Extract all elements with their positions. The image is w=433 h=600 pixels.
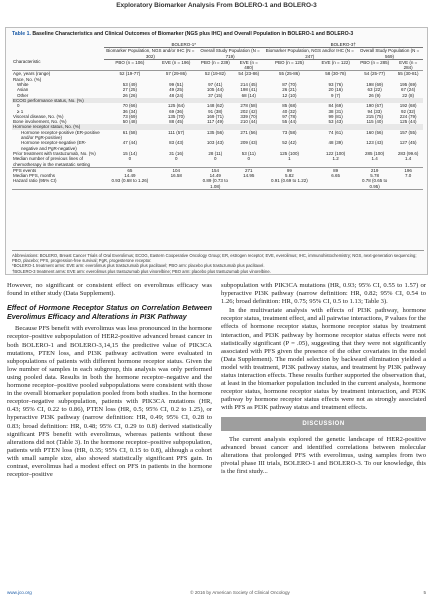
table-cell: 135 (70) — [167, 113, 185, 119]
table-cell: 49 (25) — [169, 87, 184, 93]
table-cell: 26 (9) — [368, 92, 381, 98]
table-cell: 285 (100) — [365, 150, 385, 156]
table-cell: 1.2 — [332, 156, 339, 162]
table-cell: 84 (69) — [328, 103, 343, 109]
table-cell: 123 (43) — [366, 140, 384, 146]
table-cell: 271 — [234, 167, 264, 173]
row-label: Hormone receptor-negative (ER-negative and PgR-negative) — [21, 140, 87, 151]
arm-header: EVE (n = 480) — [239, 59, 258, 71]
discussion-heading: DISCUSSION — [221, 417, 426, 431]
table-cell: 37 (15) — [208, 92, 223, 98]
table-cell: 0.78 (0.65 to 0.95) — [356, 178, 393, 189]
table-cell: 36 (34) — [122, 108, 137, 114]
table-cell: 202 (42) — [240, 108, 258, 114]
row-label: Asian — [17, 87, 29, 93]
table-cell: 27 (25) — [122, 87, 137, 93]
table-cell: 154 — [197, 167, 234, 173]
left-column — [7, 282, 212, 480]
table-cell: 48 (24) — [169, 92, 184, 98]
table-cell: 5.82 — [285, 173, 294, 179]
table-cell: 219 — [356, 167, 393, 173]
table-cell: 83 (43) — [169, 140, 184, 146]
table-cell: 198 (41) — [240, 87, 258, 93]
table-cell: 190 (67) — [366, 103, 384, 109]
table-cell: 63 (22) — [367, 87, 382, 93]
table-cell: 65 — [104, 167, 156, 173]
row-label: Bone involvement, No. (%) — [13, 119, 67, 125]
characteristic-header: Characteristic — [13, 59, 41, 65]
study-header-bolero1: BOLERO-1* — [104, 42, 264, 48]
table-cell: 14.49 — [209, 173, 221, 179]
table-cell: 125 (44) — [399, 119, 417, 125]
right-column — [221, 282, 426, 477]
row-label: 0 — [17, 103, 20, 109]
table-row — [12, 178, 423, 189]
table-cell: 117 (49) — [207, 119, 224, 125]
row-label: Race, No. (%) — [13, 76, 42, 82]
table-cell: 88 (45) — [169, 119, 184, 125]
table-cell: 214 (45) — [240, 82, 258, 88]
table-cell: 55 (25-86) — [264, 71, 316, 77]
table-cell: 14.49 — [124, 173, 136, 179]
table-cell: 99 (81) — [328, 113, 343, 119]
table-cell: 215 (75) — [366, 113, 384, 119]
table-cell: 87 (70) — [282, 82, 297, 88]
table-cell: 224 (79) — [399, 113, 417, 119]
table-cell: 73 (69) — [122, 113, 137, 119]
table-cell: 0.93 (0.68 to 1.26) — [104, 178, 156, 189]
table-cell: 210 (44) — [240, 119, 258, 125]
table-cell: 55 (30-81) — [393, 71, 423, 77]
table-cell: 58 (30-78) — [315, 71, 356, 77]
table-cell: 55 (44) — [282, 119, 297, 125]
arm-header: EVE (n = 284) — [399, 59, 418, 71]
group-header: Overall Study Population (N = 569) — [356, 48, 423, 60]
footnote-bolero1: *BOLERO-1 treatment arms: EVE arm: everolimus plus trastuzumab plus paclitaxel; PBO arm: placebo plus trastuzumab plus paclitaxel. — [12, 263, 265, 269]
arm-header: EVE (n = 122) — [321, 59, 350, 65]
table-cell — [234, 178, 264, 189]
table-cell: 54 (23-86) — [234, 71, 264, 77]
table-cell: 283 (99.6) — [397, 150, 419, 156]
table-cell: 93 (76) — [328, 82, 343, 88]
table-cell: 52 (19-77) — [104, 71, 156, 77]
table-cell: 28 (11) — [208, 150, 223, 156]
table-cell: 0.91 (0.69 to 1.22) — [264, 178, 316, 189]
baseline-table — [12, 42, 423, 190]
table-cell: 125 (64) — [167, 103, 185, 109]
row-label: PFS events — [12, 167, 104, 173]
table-cell: 135 (56) — [206, 129, 224, 135]
table-cell: 339 (70) — [240, 113, 258, 119]
table-cell: 198 (69) — [366, 82, 384, 88]
row-label: Other — [17, 92, 29, 98]
table-cell: 0 — [174, 156, 178, 162]
table-cell: 38 (31) — [328, 108, 343, 114]
table-cell: 103 (43) — [206, 140, 224, 146]
group-header: Biomarker Population, NGS and/or IHC (N = 247) — [264, 48, 356, 60]
copyright: © 2016 by American Society of Clinical Oncology — [190, 590, 290, 595]
table-label: Table 1. — [12, 31, 31, 37]
table-cell: 92 (32) — [401, 108, 416, 114]
table-cell: 278 (58) — [240, 103, 258, 109]
table-cell: 26 (21) — [282, 87, 297, 93]
footnote-bolero3: †BOLERO-3 treatment arms: EVE arm: everolimus plus trastuzumab plus vinorelbine; PBO arm: placebo plus trastuzumab plus vinorelbine. — [12, 268, 271, 274]
table-cell: 89 — [315, 167, 356, 173]
table-cell: 1.4 — [371, 156, 378, 162]
table-cell: 127 (45) — [399, 140, 417, 146]
table-cell: 104 — [156, 167, 197, 173]
table-cell: 14.95 — [243, 173, 255, 179]
table-cell: 1 — [288, 156, 291, 162]
table-cell: 97 (41) — [208, 82, 223, 88]
arm-header: PBO (n = 285) — [360, 59, 390, 65]
table-cell: 48 (39) — [328, 140, 343, 146]
table-cell: 52 (42) — [282, 140, 297, 146]
journal-url-link[interactable]: www.jco.org — [7, 590, 32, 595]
table-cell: 16.58 — [170, 173, 182, 179]
table-cell: 111 (57) — [168, 129, 185, 135]
table-cell: 99 — [264, 167, 316, 173]
table-cell: 67 (24) — [401, 87, 416, 93]
table-cell: 73 (58) — [282, 129, 297, 135]
table-cell: 271 (56) — [240, 129, 258, 135]
table-cell: 12 (10) — [282, 92, 297, 98]
row-label: Median number of previous lines of chemotherapy in the metastatic setting — [13, 156, 91, 167]
table-title-text: Baseline Characteristics and Clinical Outcomes of Biomarker (NGS plus IHC) and Overall Population in BOLERO-1 and BOLERO-3 — [32, 31, 354, 37]
page-number: 5 — [423, 590, 426, 595]
table-cell: 68 (14) — [241, 92, 256, 98]
group-header: Overall Study Population (N = 719) — [197, 48, 264, 60]
table-cell: 53 (49) — [122, 82, 137, 88]
arm-header: PBO (n = 125) — [274, 59, 304, 65]
row-label: Hormone receptor-positive (ER-positive and/or PgR-positive) — [21, 129, 100, 141]
table-footnotes — [12, 250, 424, 274]
table-cell: 74 (61) — [328, 129, 343, 135]
table-cell: 115 (40) — [366, 119, 383, 125]
table-cell: 47 (44) — [122, 140, 137, 146]
table-cell: 195 (69) — [399, 82, 417, 88]
table-cell: 26 (26) — [122, 92, 137, 98]
body-paragraph: Because PFS benefit with everolimus was less pronounced in the hormone receptor–positive subpopulation of HER2-positive advanced breast cancer in both BOLERO-1 and BOLERO-3,14,15 the predictive value of PIK3CA mutations, PTEN loss, and PI3K pathway activation were evaluated in subpopulations of patients with different hormone receptor status. Given the low number of samples in each subgroup, this analysis was only performed using pooled data. Results in both the hormone receptor–negative and the hormone receptor–positive pooled subpopulations were consistent with those in the overall biomarker population pooled from both studies. In the hormone receptor–negative subpopulation, patients with PIK3CA mutations (HR, 0.43; 95% CI, 0.22 to 0.86), PTEN loss (HR, 0.5; 95% CI, 0.2 to 1.25), or hyperactive PI3K pathway (narrow definition: HR, 0.49; 95% CI, 0.28 to 0.83; broad definition: HR, 0.48; 95% CI, 0.29 to 0.8) derived statistically significant PFS benefit with everolimus, whereas patients without these alterations did not (Table 3). In the hormone receptor–positive subpopulation, patients with PTEN loss (HR, 0.35; 95% CI, 0.15 to 0.8), although a cohort with small sample size, also showed statistically significant PFS gain. In contrast, everolimus had a modest effect on PFS in patients in the hormone receptor–positive — [7, 325, 212, 479]
table-cell: 22 (8) — [402, 92, 415, 98]
table-cell: 196 — [393, 167, 423, 173]
table-cell: 9 (7) — [331, 92, 341, 98]
study-header-bolero3: BOLERO-3† — [264, 42, 423, 48]
intro-paragraph: However, no significant or consistent effect on everolimus efficacy was found in either study (Data Supplement). — [7, 282, 212, 298]
table-cell: 53 (11) — [241, 150, 256, 156]
table-1 — [5, 27, 428, 275]
table-cell: 6.65 — [331, 173, 341, 179]
table-cell: 69 (36) — [169, 108, 184, 114]
table-cell: 61 (58) — [122, 129, 137, 135]
footnote-abbreviations: Abbreviations: BOLERO, Breast Cancer Trials of Oral Everolimus; ECOG, Eastern Cooperative Oncology Group; ER, estrogen receptor; EVE, everolimus; IHC, immunohistochemistry; NGS, next-generation sequencing; PBO, placebo; PFS, progression-free survival; PgR, progesterone receptor. — [12, 253, 417, 264]
table-cell: 70 (66) — [122, 103, 137, 109]
table-cell: 57 (29-86) — [156, 71, 197, 77]
table-cell: 0.89 (0.73 to 1.08) — [197, 178, 234, 189]
row-label: Prior treatment with trastuzumab, No. (%) — [13, 150, 96, 156]
table-cell: 160 (56) — [366, 129, 384, 135]
body-paragraph: In the multivariate analysis with effects of PI3K pathway, hormone receptor status, treatment effect, and all pairwise interactions, P values for the effects of hormone receptor status, hormone receptor status by treatment interaction, and PI3K pathway by hormone receptor status effects were not statistically significant (P = .05), suggesting that they were not significantly associated with PFS given the presence of the other covariates in the model (Data Supplement). The model selection by backward elimination yielded a model with treatment, PI3K pathway status, and treatment by PI3K pathway status interaction effects. These results further supported the observation that, at least in the biomarker population included in the current analysis, hormone receptor status, hormone receptor status by treatment interaction, and PI3K pathway by hormone receptor status effects were not as strongly associated with PFS as PI3K pathway status and treatment effects. — [221, 307, 426, 412]
table-cell: 0 — [214, 156, 217, 162]
table-cell: 54 (25-77) — [356, 71, 393, 77]
table-cell: 15 (14) — [122, 150, 137, 156]
page-footer — [0, 586, 433, 600]
group-header: Biomarker Population, NGS and/or IHC (N = 302) — [104, 48, 197, 60]
table-cell: 99 (51) — [169, 82, 184, 88]
table-cell: 1.4 — [405, 156, 412, 162]
table-cell: 50 (48) — [122, 119, 137, 125]
table-cell: 125 (100) — [279, 150, 300, 156]
table-cell: 85 (68) — [282, 103, 297, 109]
row-label: Hazard ratio (95% CI) — [12, 178, 104, 189]
row-label: White — [17, 82, 29, 88]
row-label: ECOG performance status, No. (%) — [13, 97, 84, 103]
table-cell: 20 (16) — [328, 87, 343, 93]
body-paragraph: The current analysis explored the genetic landscape of HER2-positive advanced breast cancer and identified correlations between molecular alterations that prolonged PFS with everolimus, using samples from two pivotal phase III trials, BOLERO-1 and BOLERO-3. To our knowledge, this is the first study... — [221, 435, 426, 475]
table-cell: 157 (55) — [399, 129, 417, 135]
table-cell: 5.78 — [370, 173, 380, 179]
table-cell: 169 (71) — [206, 113, 224, 119]
table-cell: 31 (16) — [169, 150, 184, 156]
row-label: Median PFS, months — [13, 173, 56, 179]
table-title — [12, 31, 422, 37]
row-label: ≥ 1 — [17, 108, 24, 114]
table-cell — [156, 178, 197, 189]
table-cell: 0 — [247, 156, 251, 162]
row-label: Visceral disease, No. (%) — [13, 113, 64, 119]
running-head: Exploratory Biomarker Analysis From BOLERO-1 and BOLERO-3 — [116, 2, 317, 9]
arm-header: PBO (n = 239) — [200, 59, 230, 65]
table-cell: 97 (78) — [282, 113, 297, 119]
table-row — [12, 130, 423, 141]
table-cell: 91 (38) — [208, 108, 223, 114]
row-label: Hormone receptor status, No. (%) — [13, 124, 81, 130]
table-cell: 209 (43) — [240, 140, 258, 146]
table-row — [12, 140, 423, 151]
table-cell: 105 (44) — [206, 87, 224, 93]
table-cell: 192 (68) — [399, 103, 417, 109]
body-paragraph: subpopulation with PIK3CA mutations (HR, 0.93; 95% CI, 0.55 to 1.57) or hyperactive PI3K pathway (narrow definition: HR, 0.82; 95% CI, 0.54 to 1.26; broad definition: HR, 0.75; 95% CI, 0.5 to 1.13; Table 3). — [221, 282, 426, 306]
section-heading: Effect of Hormone Receptor Status on Correlation Between Everolimus Efficacy and Alterations in PI3K Pathway — [7, 303, 212, 321]
table-cell: 122 (100) — [326, 150, 346, 156]
table-cell: 7.0 — [405, 173, 412, 179]
arm-header: EVE (n = 196) — [161, 59, 191, 65]
table-cell: 40 (32) — [282, 108, 297, 114]
row-label: Age, years (range) — [12, 71, 104, 77]
table-cell: 0 — [128, 156, 132, 162]
table-cell: 148 (62) — [206, 103, 224, 109]
table-row — [12, 156, 423, 167]
table-cell — [315, 178, 356, 189]
table-cell: 94 (33) — [367, 108, 382, 114]
arm-header: PBO (n = 106) — [115, 59, 145, 65]
table-cell — [393, 178, 423, 189]
table-cell: 53 (43) — [328, 119, 343, 125]
table-cell: 52 (19-82) — [197, 71, 234, 77]
